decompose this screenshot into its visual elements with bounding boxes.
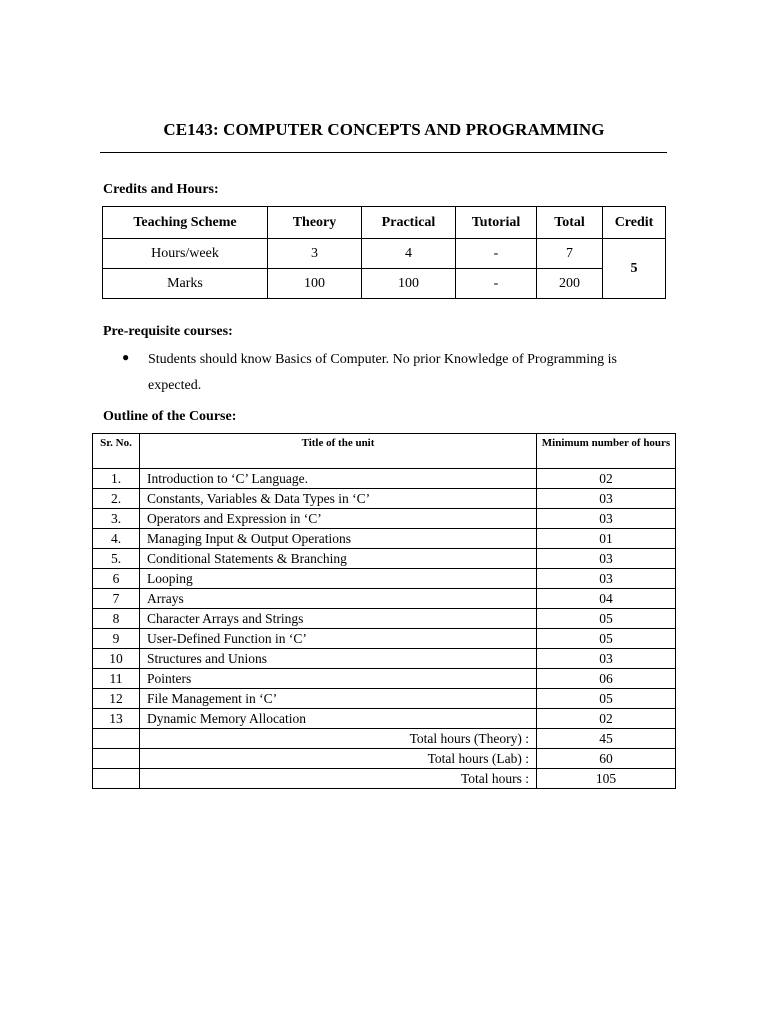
credits-row [103,269,666,299]
credits-row [103,239,666,269]
unit-number: 7 [93,589,140,609]
unit-title: User-Defined Function in ‘C’ [140,629,537,649]
total-row [93,729,676,749]
total-empty-cell [93,749,140,769]
prerequisite-heading: Pre-requisite courses: [103,324,233,339]
total-label: Total hours : [140,769,537,789]
unit-hours: 05 [537,689,676,709]
unit-title: Dynamic Memory Allocation [140,709,537,729]
unit-title: Arrays [140,589,537,609]
total-label: Total hours (Theory) : [140,729,537,749]
credits-cell: 200 [537,269,603,299]
unit-title: Conditional Statements & Branching [140,549,537,569]
outline-body [93,469,676,789]
unit-hours: 06 [537,669,676,689]
header-hours: Minimum number of hours [537,434,676,469]
unit-title: Pointers [140,669,537,689]
credits-cell: - [456,269,537,299]
unit-number: 5. [93,549,140,569]
credits-header-cell: Theory [268,207,362,239]
table-row [93,509,676,529]
header-sr-no [93,434,140,469]
table-row [93,469,676,489]
unit-number: 12 [93,689,140,709]
credits-cell: 7 [537,239,603,269]
total-empty-cell [93,729,140,749]
unit-number: 9 [93,629,140,649]
table-row [93,549,676,569]
credits-header-row [103,207,666,239]
table-row [93,569,676,589]
unit-hours: 04 [537,589,676,609]
unit-number: 11 [93,669,140,689]
unit-title: Operators and Expression in ‘C’ [140,509,537,529]
total-label: Total hours (Lab) : [140,749,537,769]
header-title: Title of the unit [140,434,537,469]
unit-title: Structures and Unions [140,649,537,669]
unit-title: Managing Input & Output Operations [140,529,537,549]
unit-title: Looping [140,569,537,589]
credits-header-cell: Tutorial [456,207,537,239]
title-divider [100,152,667,153]
unit-hours: 03 [537,649,676,669]
credit-value-cell: 5 [603,239,666,299]
table-row [93,489,676,509]
unit-hours: 02 [537,709,676,729]
table-row [93,649,676,669]
credits-header-cell: Practical [362,207,456,239]
credits-cell: - [456,239,537,269]
credits-cell: Marks [103,269,268,299]
unit-title: File Management in ‘C’ [140,689,537,709]
table-row [93,529,676,549]
credits-header-cell: Teaching Scheme [103,207,268,239]
unit-hours: 03 [537,569,676,589]
total-value: 105 [537,769,676,789]
table-row [93,669,676,689]
credits-cell: 100 [268,269,362,299]
outline-header-row [93,434,676,469]
unit-title: Character Arrays and Strings [140,609,537,629]
outline-table [92,433,676,789]
credits-header-cell: Total [537,207,603,239]
unit-hours: 03 [537,549,676,569]
table-row [93,589,676,609]
table-row [93,689,676,709]
credits-cell: 3 [268,239,362,269]
total-value: 60 [537,749,676,769]
total-value: 45 [537,729,676,749]
table-row [93,709,676,729]
prerequisite-item: Students should know Basics of Computer. No prior Knowledge of Programming is expected. [148,352,617,393]
table-row [93,629,676,649]
credits-cell: 4 [362,239,456,269]
unit-number: 8 [93,609,140,629]
unit-number: 3. [93,509,140,529]
unit-number: 10 [93,649,140,669]
bullet-icon: ● [122,350,130,364]
unit-hours: 01 [537,529,676,549]
table-row [93,609,676,629]
unit-hours: 05 [537,609,676,629]
outline-heading: Outline of the Course: [103,409,237,424]
credits-heading: Credits and Hours: [103,182,219,197]
unit-title: Constants, Variables & Data Types in ‘C’ [140,489,537,509]
header-sr-no-label: Sr. No. [100,437,132,449]
total-empty-cell [93,769,140,789]
unit-hours: 02 [537,469,676,489]
total-row [93,769,676,789]
unit-hours: 05 [537,629,676,649]
credits-cell: Hours/week [103,239,268,269]
credits-table [102,206,666,299]
unit-hours: 03 [537,509,676,529]
credits-cell: 100 [362,269,456,299]
unit-number: 1. [93,469,140,489]
credits-header-cell: Credit [603,207,666,239]
unit-hours: 03 [537,489,676,509]
unit-number: 4. [93,529,140,549]
unit-number: 13 [93,709,140,729]
unit-title: Introduction to ‘C’ Language. [140,469,537,489]
unit-number: 2. [93,489,140,509]
unit-number: 6 [93,569,140,589]
total-row [93,749,676,769]
page-title: CE143: COMPUTER CONCEPTS AND PROGRAMMING [163,120,605,139]
